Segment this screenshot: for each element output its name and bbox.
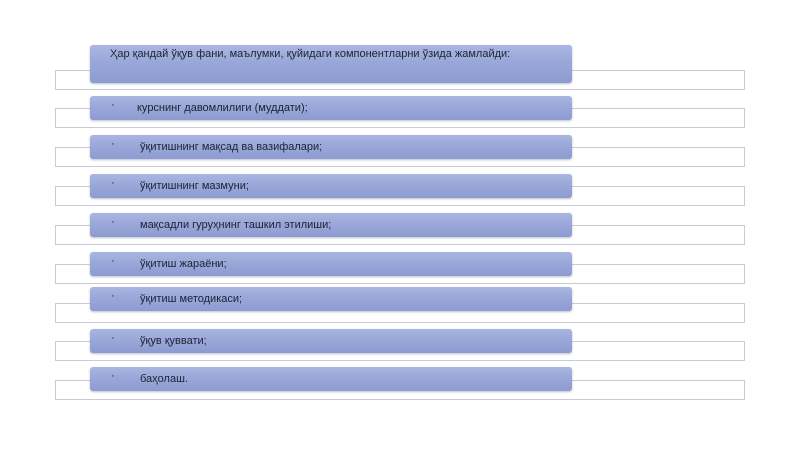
bullet-icon: · xyxy=(111,99,115,111)
list-item-label: ўқитишнинг мазмуни; xyxy=(140,180,249,192)
bullet-icon: · xyxy=(111,290,115,302)
list-item xyxy=(90,329,572,353)
list-item-label: ўқитиш методикаси; xyxy=(140,293,243,305)
bullet-icon: · xyxy=(111,138,115,150)
list-item xyxy=(90,135,572,159)
bullet-icon: · xyxy=(111,216,115,228)
bullet-icon: · xyxy=(111,255,115,267)
bullet-icon: · xyxy=(111,370,115,382)
bullet-icon: · xyxy=(111,177,115,189)
list-item-label: баҳолаш. xyxy=(140,373,188,385)
list-item-label: курснинг давомлилиги (муддати); xyxy=(137,102,308,114)
list-item xyxy=(90,213,572,237)
list-item xyxy=(90,252,572,276)
list-item xyxy=(90,367,572,391)
list-item xyxy=(90,287,572,311)
bullet-icon: · xyxy=(111,332,115,344)
list-item xyxy=(90,174,572,198)
list-item-label: ўқитиш жараёни; xyxy=(140,258,227,270)
intro-heading: Ҳар қандай ўқув фани, маълумки, қуйидаги компонентларни ўзида жамлайди: xyxy=(90,45,572,83)
list-item xyxy=(90,96,572,120)
list-item-label: мақсадли гуруҳнинг ташкил этилиши; xyxy=(140,219,332,231)
list-item-label: ўқитишнинг мақсад ва вазифалари; xyxy=(140,141,323,153)
list-item-label: ўқув қуввати; xyxy=(140,335,207,347)
